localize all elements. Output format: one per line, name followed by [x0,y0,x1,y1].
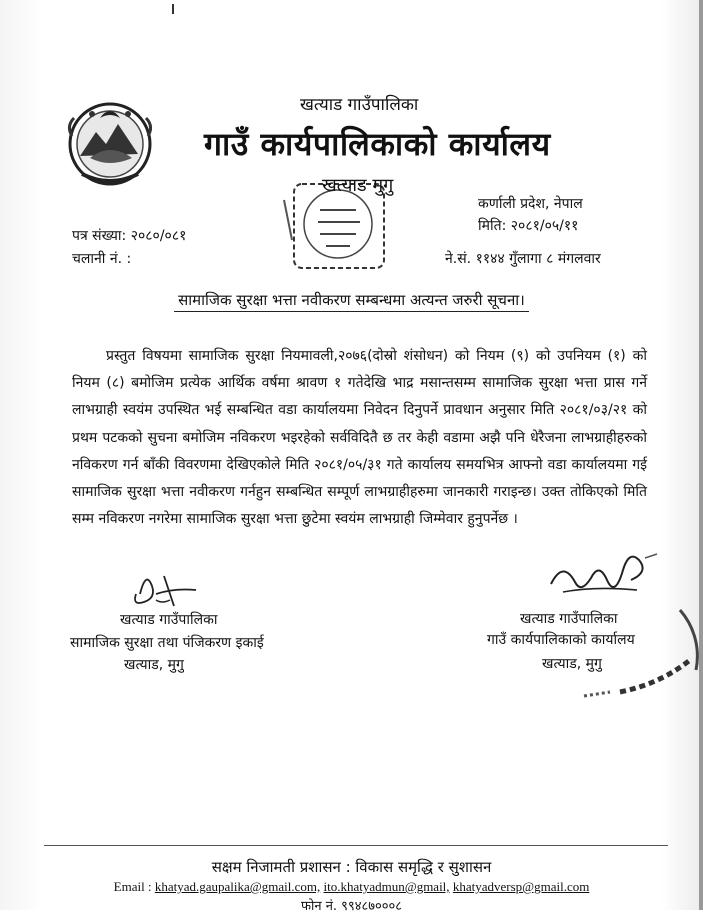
left-signatory-unit: सामाजिक सुरक्षा तथा पंजिकरण इकाई [70,635,264,651]
letter-date: मिति: २०८१/०५/११ [478,218,579,234]
page-edge-shadow [699,0,703,910]
left-signatory-place: खत्याड, मुगु [124,657,184,673]
footer-phone: फोन नं. ९९४८७०००८ [300,899,403,914]
municipality-name: खत्याड गाउँपालिका [300,95,419,115]
scan-mark [172,4,174,14]
footer-slogan: सक्षम निजामती प्रशासन : विकास समृद्धि र सुशासन [211,858,492,876]
footer-emails [0,879,703,895]
nepal-emblem-icon [62,96,158,196]
right-signatory-place: खत्याड, मुगु [542,656,602,672]
footer-divider [44,845,668,846]
dispatch-number: चलानी नं. : [72,251,132,267]
subject-text: सामाजिक सुरक्षा भत्ता नवीकरण सम्बन्धमा अत्यन्त जरुरी सूचना। [174,291,529,312]
left-signatory-municipality: खत्याड गाउँपालिका [120,612,218,628]
notice-subject [0,290,703,310]
email-link-2[interactable]: ito.khatyadmun@gmail, [323,879,450,894]
letter-number: पत्र संख्या: २०८०/०८१ [72,228,187,244]
stamp-place-text: खत्याड मुगु [322,175,394,196]
email-label: Email : [113,879,152,894]
province-text: कर्णाली प्रदेश, नेपाल [478,196,583,212]
office-title: गाउँ कार्यपालिकाको कार्यालय [204,125,551,163]
right-signatory-office: गाउँ कार्यपालिकाको कार्यालय [487,632,635,648]
email-link-1[interactable]: khatyad.gaupalika@gmail.com, [154,879,321,894]
email-link-3[interactable]: khatyadversp@gmail.com [452,879,590,894]
right-signatory-municipality: खत्याड गाउँपालिका [520,611,618,627]
nepal-sambat-date: ने.सं. ११४४ गुँलागा ८ मंगलवार [445,251,601,267]
notice-body: प्रस्तुत विषयमा सामाजिक सुरक्षा नियमावली,२०७६(दोस्रो शंसोधन) को नियम (९) को उपनियम (१) को नियम (८) बमोजिम प्रत्येक आर्थिक वर्षमा श्रावण १ गतेदेखि भाद्र मसान्तसम्म सामाजिक सुरक्षा भत्ता प्रास गर्ने लाभग्राही स्वयंम उपस्थित भई सम्बन्धित वडा कार्यालयमा निवेदन दिनुपर्ने प्रावधान अनुसार मिति २०८१/०३/२१ को प्रथम पटकको सुचना बमोजिम नविकरण भइरहेको सर्वविदितै छ तर केही वडामा अझै पनि धेरैजना लाभग्राहीहरुको नविकरण गर्न बाँकी विवरणमा देखिएकोले मिति २०८१/०५/३१ गते कार्यालय समयभित्र आफ्नो वडा कार्यालयमा गई सामाजिक सुरक्षा भत्ता नवीकरण गर्नहुन सम्बन्धित सम्पूर्ण लाभग्राहीहरुमा जानकारी गराइन्छ। उक्त तोकिएको मिति सम्म नविकरण नगरेमा सामाजिक सुरक्षा भत्ता छुटेमा स्वयंम लाभग्राही जिम्मेवार हुनुपर्नेछ । [72,348,647,528]
